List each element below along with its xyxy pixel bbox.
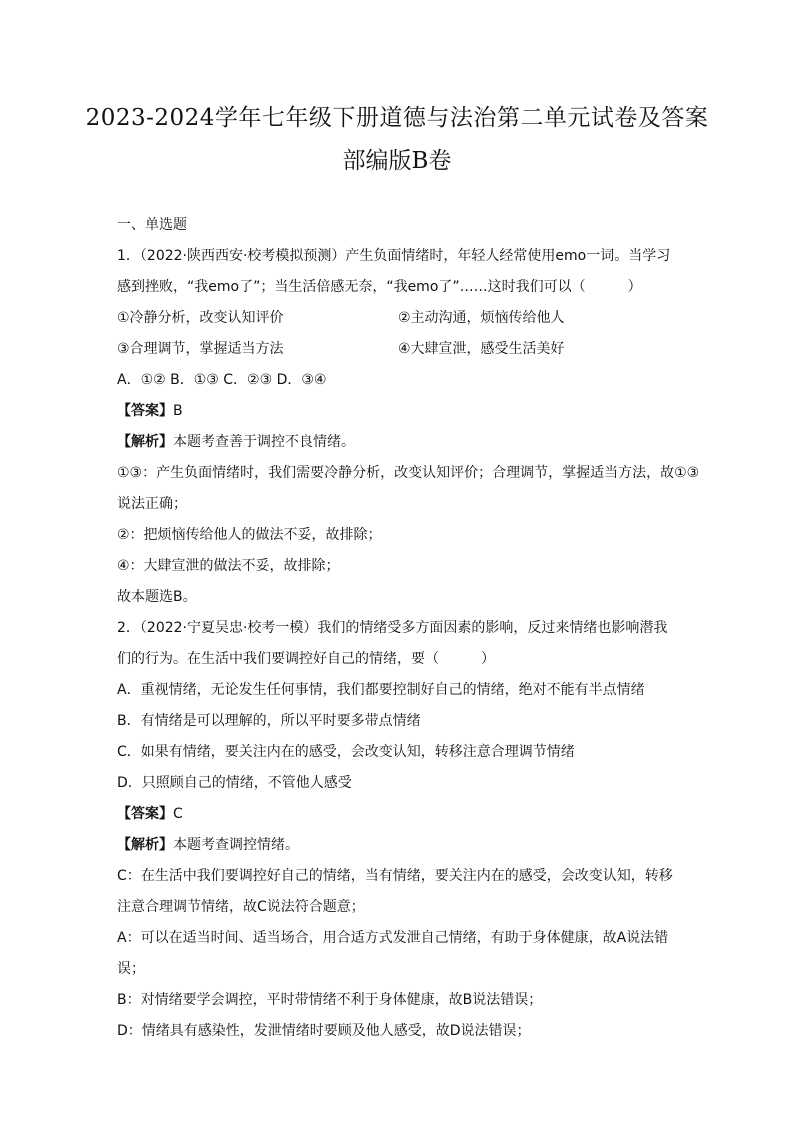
q2-option-c: C．如果有情绪，要关注内在的感受，会改变认知，转移注意合理调节情绪: [117, 744, 575, 760]
q2-analysis-line-4: 误；: [117, 961, 145, 977]
q2-answer: [117, 804, 183, 824]
q2-answer-label: 【答案】: [117, 806, 173, 822]
q1-analysis-line-2: 说法正确；: [117, 496, 187, 512]
q2-analysis-line-3: A：可以在适当时间、适当场合，用合适方式发泄自己情绪，有助于身体健康，故A说法错: [117, 930, 669, 946]
title-line-2: 部编版B卷: [342, 148, 452, 174]
q2-analysis-line-6: D：情绪具有感染性，发泄情绪时要顾及他人感受，故D说法错误；: [117, 1023, 531, 1039]
q2-stem-line-2: 们的行为。在生活中我们要调控好自己的情绪，要（ ）: [117, 651, 495, 667]
q1-analysis: [117, 432, 355, 452]
q1-analysis-intro: 本题考查善于调控不良情绪。: [173, 434, 355, 450]
q2-analysis: [117, 835, 299, 855]
q1-analysis-line-3: ②：把烦恼传给他人的做法不妥，故排除；: [117, 527, 382, 543]
q1-analysis-line-5: 故本题选B。: [117, 589, 197, 605]
q2-analysis-line-2: 注意合理调节情绪，故C说法符合题意；: [117, 899, 365, 915]
q1-stem-line-1: 1．（2022·陕西西安·校考模拟预测）产生负面情绪时，年轻人经常使用emo一词。当学习: [117, 248, 671, 264]
q1-answer: [117, 401, 183, 421]
q1-analysis-line-4: ④：大肆宣泄的做法不妥，故排除；: [117, 558, 340, 574]
q1-option-1: ①冷静分析，改变认知评价: [117, 310, 284, 326]
q1-answer-label: 【答案】: [117, 403, 173, 419]
q1-analysis-line-1: ①③：产生负面情绪时，我们需要冷静分析，改变认知评价；合理调节，掌握适当方法，故①③: [117, 465, 700, 481]
q2-analysis-intro: 本题考查调控情绪。: [173, 837, 299, 853]
q1-answer-value: B: [173, 403, 183, 419]
q2-option-b: B．有情绪是可以理解的，所以平时要多带点情绪: [117, 713, 421, 729]
q2-analysis-line-5: B：对情绪要学会调控，平时带情绪不利于身体健康，故B说法错误；: [117, 992, 543, 1008]
q1-choices: A．①② B．①③ C．②③ D．③④: [117, 372, 327, 388]
q2-analysis-label: 【解析】: [117, 837, 173, 853]
q2-option-a: A．重视情绪，无论发生任何事情，我们都要控制好自己的情绪，绝对不能有半点情绪: [117, 682, 645, 698]
q2-option-d: D．只照顾自己的情绪，不管他人感受: [117, 775, 352, 791]
q1-option-2: ②主动沟通，烦恼传给他人: [398, 310, 565, 326]
q1-analysis-label: 【解析】: [117, 434, 173, 450]
title-line-1: 2023-2024学年七年级下册道德与法治第二单元试卷及答案: [85, 105, 709, 131]
q2-answer-value: C: [173, 806, 183, 822]
q2-analysis-line-1: C：在生活中我们要调控好自己的情绪，当有情绪，要关注内在的感受，会改变认知，转移: [117, 868, 673, 884]
q1-option-4: ④大肆宣泄，感受生活美好: [398, 341, 565, 357]
q1-option-3: ③合理调节，掌握适当方法: [117, 341, 284, 357]
q2-stem-line-1: 2．（2022·宁夏吴忠·校考一模）我们的情绪受多方面因素的影响，反过来情绪也影响潜我: [117, 620, 668, 636]
section-heading: 一、单选题: [117, 217, 187, 233]
q1-stem-line-2: 感到挫败，“我emo了”；当生活倍感无奈，“我emo了”……这时我们可以（ ）: [117, 279, 642, 295]
